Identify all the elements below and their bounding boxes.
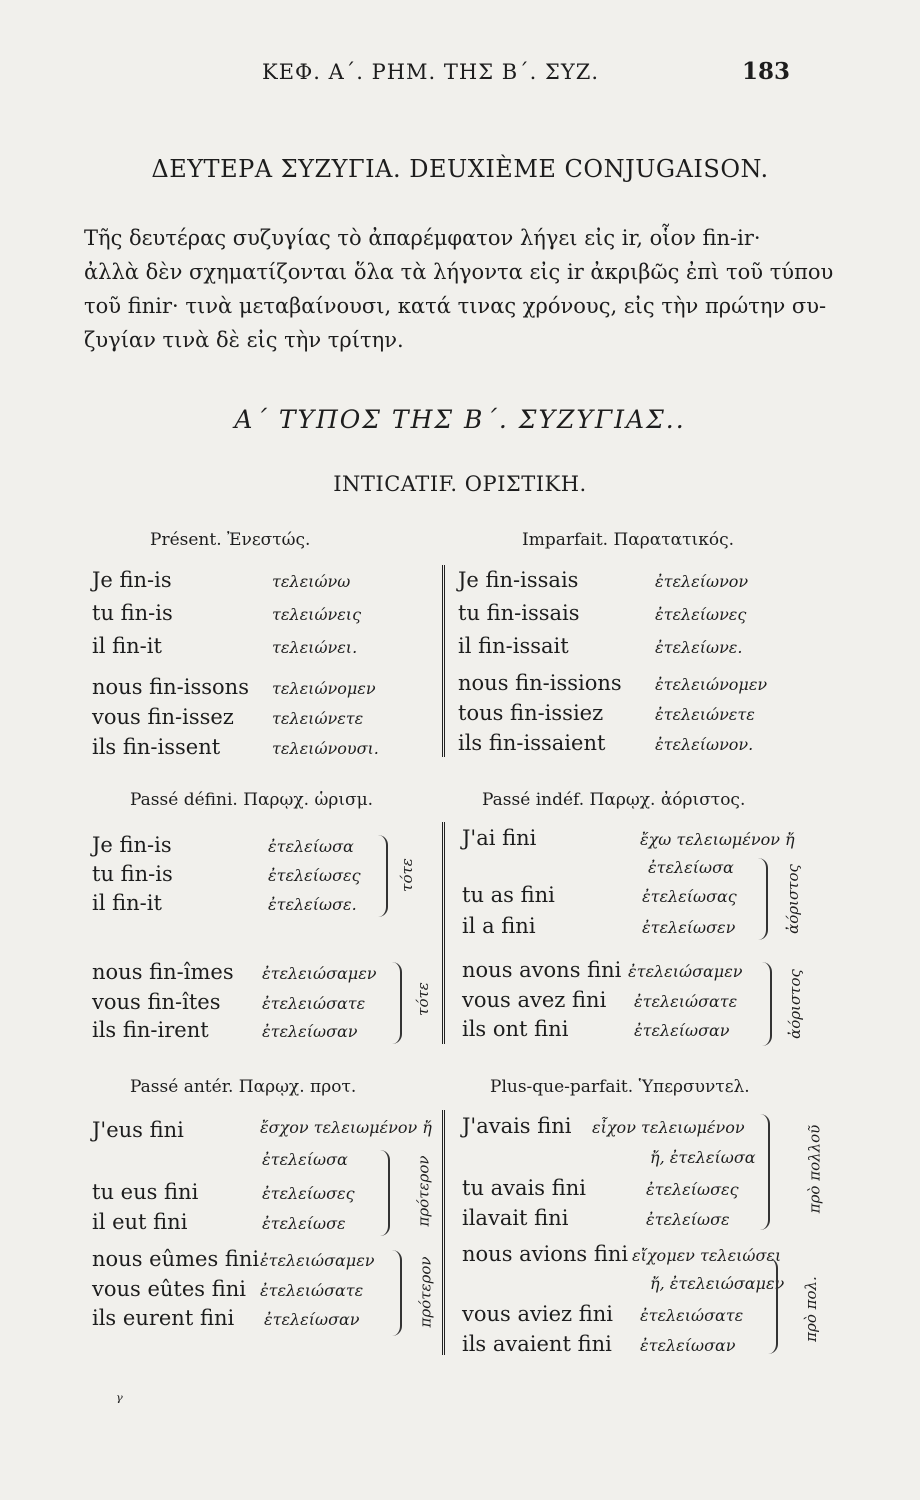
brace <box>762 962 772 1046</box>
french-form: nous eûmes fini <box>92 1247 260 1271</box>
french-form: tu as fini <box>462 883 555 907</box>
greek-form: τελειώνει. <box>272 638 358 657</box>
tense-heading-imparfait: Imparfait. Παρατατικός. <box>522 530 735 550</box>
greek-form: τελειώνω <box>272 572 351 591</box>
brace <box>392 962 402 1044</box>
tense-label-vertical: τότε <box>413 982 432 1016</box>
tense-heading-plus-que-parfait: Plus-que-parfait. Ὑπερσυντελ. <box>490 1077 750 1097</box>
brace <box>768 1258 778 1354</box>
greek-form: ἐτελειώσαμεν <box>628 962 743 981</box>
greek-form: ἐτελείωσες <box>646 1180 739 1199</box>
french-form: il fin-issait <box>458 634 569 658</box>
greek-form: ἐτελείωσαν <box>262 1022 358 1041</box>
greek-form: ἐτελείωσε. <box>268 895 357 914</box>
greek-form: ἐτελείωσαν <box>640 1336 736 1355</box>
tense-label-vertical: πρὸ πολ. <box>801 1276 820 1342</box>
greek-form: ἐτελειώνομεν <box>655 675 768 694</box>
intro-line: ἀλλὰ δὲν σχηματίζονται ὅλα τὰ λήγοντα εἰς ir ἀκριβῶς ἐπὶ τοῦ τύπου <box>84 260 834 284</box>
column-divider <box>442 565 445 757</box>
tense-label-vertical: πρότερον <box>414 1155 433 1227</box>
french-form: vous aviez fini <box>462 1302 613 1326</box>
greek-form: ἐτελείωσα <box>262 1150 348 1169</box>
stray-mark: ᵧ <box>116 1385 123 1406</box>
french-form: tous fin-issiez <box>458 701 604 725</box>
french-form: il fin-it <box>92 891 162 915</box>
french-form: vous fin-îtes <box>92 990 221 1014</box>
brace <box>378 835 388 917</box>
french-form: il a fini <box>462 914 536 938</box>
greek-form: ἐτελειώνετε <box>655 705 755 724</box>
french-form: vous eûtes fini <box>92 1277 247 1301</box>
greek-form: ἐτελείωσε <box>646 1210 730 1229</box>
greek-form: ἤ, ἐτελείωσα <box>650 1148 756 1167</box>
tense-heading-passe-indefini: Passé indéf. Παρῳχ. ἀόριστος. <box>482 790 746 810</box>
intro-paragraph <box>84 222 836 358</box>
greek-form: ἐτελείωνε. <box>655 638 743 657</box>
french-form: vous avez fini <box>462 988 607 1012</box>
greek-form: ἐτελειώσατε <box>260 1281 364 1300</box>
greek-form: ἐτελειώσατε <box>640 1306 744 1325</box>
tense-heading-passe-anterieur: Passé antér. Παρῳχ. προτ. <box>130 1077 357 1097</box>
french-form: il fin-it <box>92 634 162 658</box>
tense-label-vertical: ἀόριστος <box>785 969 804 1039</box>
greek-form: εἴχομεν τελειώσει <box>632 1246 782 1265</box>
greek-form: ἐτελείωσας <box>642 887 737 906</box>
intro-line: Τῆς δευτέρας συζυγίας τὸ ἀπαρέμφατον λήγει εἰς ir, οἷον fin-ir· <box>84 226 761 250</box>
brace <box>758 858 768 940</box>
page-number: 183 <box>742 58 791 85</box>
greek-form: ἐτελείωσεν <box>642 918 736 937</box>
intro-line: ζυγίαν τινὰ δὲ εἰς τὴν τρίτην. <box>84 328 404 352</box>
french-form: ilavait fini <box>462 1206 569 1230</box>
french-form: ils avaient fini <box>462 1332 612 1356</box>
greek-form: ἐτελείωσε <box>262 1214 346 1233</box>
greek-form: ἐτελειώσατε <box>262 994 366 1013</box>
french-form: tu avais fini <box>462 1176 586 1200</box>
greek-form: ἔχω τελειωμένον ἤ <box>640 830 795 849</box>
french-form: ils ont fini <box>462 1017 569 1041</box>
greek-form: ἐτελείωσες <box>262 1184 355 1203</box>
greek-form: ἐτελειώσατε <box>634 992 738 1011</box>
mood-title: INTICATIF. ΟΡΙΣΤΙΚΗ. <box>333 472 587 496</box>
greek-form: τελειώνομεν <box>272 679 376 698</box>
french-form: J'ai fini <box>462 826 537 850</box>
column-divider <box>442 1110 445 1355</box>
greek-form: τελειώνετε <box>272 709 364 728</box>
french-form: Je fin-issais <box>458 568 579 592</box>
french-form: il eut fini <box>92 1210 188 1234</box>
greek-form: ἔσχον τελειωμένον ἤ <box>260 1118 432 1137</box>
greek-form: ἐτελείωσα <box>648 858 734 877</box>
french-form: nous avons fini <box>462 958 622 982</box>
brace <box>760 1114 770 1230</box>
tense-heading-passe-defini: Passé défini. Παρῳχ. ὡρισμ. <box>130 790 374 810</box>
french-form: J'avais fini <box>462 1114 572 1138</box>
greek-form: εἶχον τελειωμένον <box>592 1118 745 1137</box>
greek-form: ἐτελείωσες <box>268 866 361 885</box>
french-form: vous fin-issez <box>92 705 234 729</box>
french-form: nous avions fini <box>462 1242 629 1266</box>
greek-form: ἐτελείωνον. <box>655 735 754 754</box>
tense-label-vertical: πρότερον <box>416 1256 435 1328</box>
tense-label-vertical: πρὸ πολλοῦ <box>805 1124 824 1214</box>
french-form: Je fin-is <box>92 568 172 592</box>
column-divider <box>442 822 445 1044</box>
greek-form: ἐτελείωνον <box>655 572 749 591</box>
french-form: nous fin-issons <box>92 675 249 699</box>
greek-form: ἐτελείωνες <box>655 605 747 624</box>
brace <box>380 1150 390 1236</box>
greek-form: ἐτελείωσαν <box>634 1021 730 1040</box>
french-form: J'eus fini <box>92 1118 184 1142</box>
french-form: tu fin-issais <box>458 601 580 625</box>
french-form: ils eurent fini <box>92 1306 235 1330</box>
tense-label-vertical: ἀόριστος <box>783 864 802 934</box>
greek-form: ἤ, ἐτελειώσαμεν <box>650 1274 785 1293</box>
section-title: ΔΕΥΤΕΡΑ ΣΥΖΥΓΙΑ. DEUXIÈME CONJUGAISON. <box>151 155 769 183</box>
french-form: ils fin-issent <box>92 735 221 759</box>
type-title: Α΄ ΤΥΠΟΣ ΤΗΣ Β΄. ΣΥΖΥΓΙΑΣ.. <box>234 405 686 434</box>
french-form: Je fin-is <box>92 833 172 857</box>
running-head: ΚΕΦ. Α΄. ΡΗΜ. ΤΗΣ Β΄. ΣΥΖ. <box>262 60 600 84</box>
french-form: nous fin-îmes <box>92 960 234 984</box>
french-form: tu fin-is <box>92 862 173 886</box>
brace <box>392 1250 402 1336</box>
tense-label-vertical: τότε <box>397 858 416 892</box>
french-form: nous fin-issions <box>458 671 622 695</box>
french-form: ils fin-irent <box>92 1018 209 1042</box>
french-form: tu eus fini <box>92 1180 199 1204</box>
french-form: tu fin-is <box>92 601 173 625</box>
greek-form: ἐτελείωσα <box>268 837 354 856</box>
intro-line: τοῦ finir· τινὰ μεταβαίνουσι, κατά τινας χρόνους, εἰς τὴν πρώτην συ- <box>84 294 827 318</box>
greek-form: τελειώνουσι. <box>272 739 379 758</box>
greek-form: ἐτελειώσαμεν <box>260 1251 375 1270</box>
greek-form: τελειώνεις <box>272 605 362 624</box>
greek-form: ἐτελειώσαμεν <box>262 964 377 983</box>
french-form: ils fin-issaient <box>458 731 606 755</box>
greek-form: ἐτελείωσαν <box>264 1310 360 1329</box>
tense-heading-present: Présent. Ἐνεστώς. <box>150 530 311 550</box>
